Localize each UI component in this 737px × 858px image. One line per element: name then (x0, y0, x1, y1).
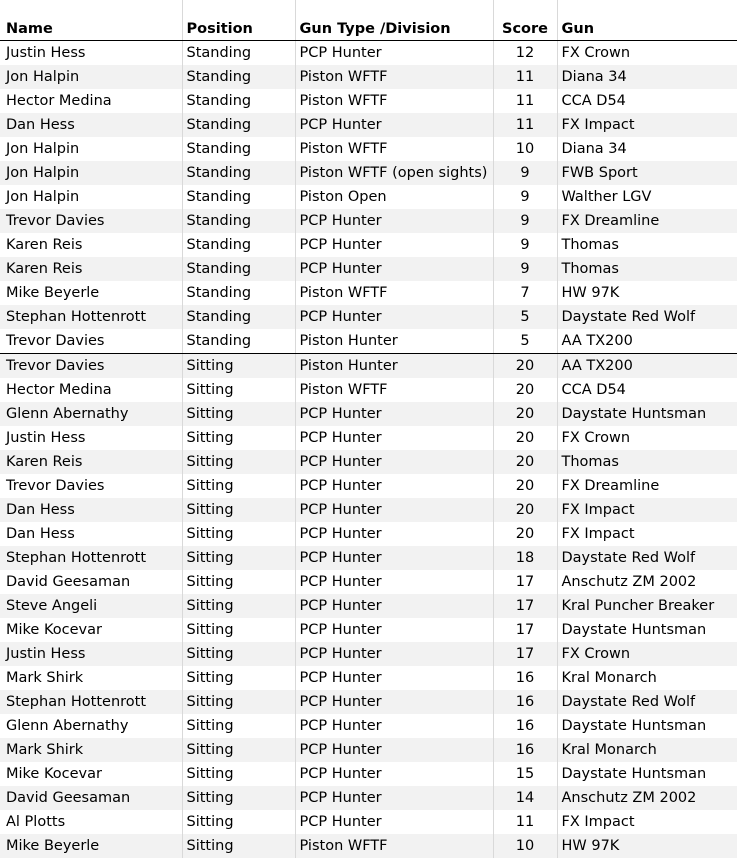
cell-gun-type[interactable]: PCP Hunter (295, 450, 493, 474)
cell-position[interactable]: Sitting (182, 690, 295, 714)
cell-name[interactable]: Karen Reis (0, 233, 182, 257)
table-row[interactable] (0, 546, 737, 570)
cell-name[interactable]: Hector Medina (0, 378, 182, 402)
cell-name[interactable]: Stephan Hottenrott (0, 305, 182, 329)
cell-gun-type[interactable]: PCP Hunter (295, 402, 493, 426)
cell-score[interactable]: 15 (493, 762, 557, 786)
cell-name[interactable]: Dan Hess (0, 522, 182, 546)
column-header-gun-type[interactable]: Gun Type /Division (295, 0, 493, 41)
cell-name[interactable]: David Geesaman (0, 786, 182, 810)
table-row[interactable] (0, 618, 737, 642)
table-row[interactable] (0, 65, 737, 89)
cell-score[interactable]: 12 (493, 41, 557, 66)
cell-gun[interactable]: FX Impact (557, 113, 737, 137)
cell-position[interactable]: Sitting (182, 522, 295, 546)
cell-gun[interactable]: FX Impact (557, 522, 737, 546)
cell-gun[interactable]: Thomas (557, 257, 737, 281)
cell-score[interactable]: 11 (493, 89, 557, 113)
cell-score[interactable]: 5 (493, 305, 557, 329)
cell-gun[interactable]: Diana 34 (557, 137, 737, 161)
table-row[interactable] (0, 570, 737, 594)
cell-gun-type[interactable]: PCP Hunter (295, 426, 493, 450)
cell-gun[interactable]: Walther LGV (557, 185, 737, 209)
cell-gun-type[interactable]: Piston Hunter (295, 329, 493, 354)
cell-name[interactable]: Jon Halpin (0, 137, 182, 161)
cell-position[interactable]: Sitting (182, 618, 295, 642)
cell-gun-type[interactable]: Piston WFTF (295, 137, 493, 161)
cell-position[interactable]: Sitting (182, 570, 295, 594)
cell-name[interactable]: Hector Medina (0, 89, 182, 113)
cell-gun-type[interactable]: PCP Hunter (295, 522, 493, 546)
cell-gun[interactable]: Daystate Red Wolf (557, 690, 737, 714)
table-row[interactable] (0, 594, 737, 618)
cell-score[interactable]: 20 (493, 498, 557, 522)
cell-name[interactable]: David Geesaman (0, 570, 182, 594)
cell-name[interactable]: Glenn Abernathy (0, 714, 182, 738)
cell-position[interactable]: Standing (182, 41, 295, 66)
cell-gun-type[interactable]: PCP Hunter (295, 594, 493, 618)
cell-position[interactable]: Standing (182, 305, 295, 329)
cell-score[interactable]: 20 (493, 402, 557, 426)
table-row[interactable] (0, 41, 737, 66)
cell-name[interactable]: Justin Hess (0, 41, 182, 66)
table-row[interactable] (0, 402, 737, 426)
cell-name[interactable]: Stephan Hottenrott (0, 546, 182, 570)
cell-name[interactable]: Mike Beyerle (0, 834, 182, 858)
column-header-position[interactable]: Position (182, 0, 295, 41)
cell-score[interactable]: 20 (493, 426, 557, 450)
cell-gun-type[interactable]: PCP Hunter (295, 209, 493, 233)
cell-position[interactable]: Sitting (182, 498, 295, 522)
cell-gun[interactable]: Anschutz ZM 2002 (557, 786, 737, 810)
table-row[interactable] (0, 137, 737, 161)
cell-position[interactable]: Sitting (182, 834, 295, 858)
cell-name[interactable]: Karen Reis (0, 450, 182, 474)
cell-position[interactable]: Standing (182, 113, 295, 137)
cell-score[interactable]: 16 (493, 666, 557, 690)
column-header-gun[interactable]: Gun (557, 0, 737, 41)
cell-position[interactable]: Sitting (182, 762, 295, 786)
cell-name[interactable]: Trevor Davies (0, 329, 182, 354)
table-row[interactable] (0, 690, 737, 714)
table-row[interactable] (0, 378, 737, 402)
cell-name[interactable]: Mike Kocevar (0, 618, 182, 642)
cell-score[interactable]: 9 (493, 233, 557, 257)
cell-position[interactable]: Standing (182, 161, 295, 185)
cell-position[interactable]: Sitting (182, 738, 295, 762)
cell-score[interactable]: 11 (493, 65, 557, 89)
cell-gun-type[interactable]: Piston WFTF (295, 834, 493, 858)
cell-gun[interactable]: Daystate Red Wolf (557, 546, 737, 570)
table-header (0, 0, 737, 41)
cell-gun-type[interactable]: Piston WFTF (295, 281, 493, 305)
cell-score[interactable]: 10 (493, 137, 557, 161)
cell-position[interactable]: Standing (182, 185, 295, 209)
cell-position[interactable]: Sitting (182, 546, 295, 570)
cell-position[interactable]: Sitting (182, 810, 295, 834)
cell-score[interactable]: 7 (493, 281, 557, 305)
cell-score[interactable]: 20 (493, 450, 557, 474)
cell-score[interactable]: 17 (493, 618, 557, 642)
cell-gun[interactable]: FWB Sport (557, 161, 737, 185)
table-row[interactable] (0, 738, 737, 762)
cell-gun[interactable]: FX Dreamline (557, 474, 737, 498)
cell-name[interactable]: Justin Hess (0, 642, 182, 666)
cell-gun-type[interactable]: PCP Hunter (295, 233, 493, 257)
table-row[interactable] (0, 161, 737, 185)
cell-score[interactable]: 5 (493, 329, 557, 354)
cell-position[interactable]: Sitting (182, 450, 295, 474)
table-row[interactable] (0, 786, 737, 810)
table-row[interactable] (0, 498, 737, 522)
cell-gun[interactable]: FX Impact (557, 498, 737, 522)
cell-gun[interactable]: Thomas (557, 450, 737, 474)
cell-name[interactable]: Steve Angeli (0, 594, 182, 618)
cell-gun-type[interactable]: Piston WFTF (295, 89, 493, 113)
cell-gun[interactable]: Kral Monarch (557, 666, 737, 690)
header-row (0, 0, 737, 41)
cell-gun-type[interactable]: PCP Hunter (295, 113, 493, 137)
cell-name[interactable]: Mike Kocevar (0, 762, 182, 786)
cell-gun[interactable]: Thomas (557, 233, 737, 257)
table-row[interactable] (0, 257, 737, 281)
cell-score[interactable]: 20 (493, 522, 557, 546)
cell-position[interactable]: Sitting (182, 666, 295, 690)
cell-gun-type[interactable]: PCP Hunter (295, 762, 493, 786)
cell-gun[interactable]: Daystate Huntsman (557, 618, 737, 642)
cell-gun[interactable]: Daystate Huntsman (557, 402, 737, 426)
cell-score[interactable]: 18 (493, 546, 557, 570)
cell-gun[interactable]: HW 97K (557, 834, 737, 858)
cell-gun[interactable]: Daystate Red Wolf (557, 305, 737, 329)
cell-gun[interactable]: Kral Puncher Breaker (557, 594, 737, 618)
column-header-score[interactable]: Score (493, 0, 557, 41)
cell-gun[interactable]: FX Crown (557, 41, 737, 66)
cell-position[interactable]: Standing (182, 137, 295, 161)
cell-gun-type[interactable]: Piston Open (295, 185, 493, 209)
cell-gun[interactable]: FX Crown (557, 426, 737, 450)
cell-name[interactable]: Jon Halpin (0, 161, 182, 185)
table-row[interactable] (0, 450, 737, 474)
cell-score[interactable]: 9 (493, 185, 557, 209)
table-body (0, 41, 737, 858)
cell-gun[interactable]: CCA D54 (557, 89, 737, 113)
cell-position[interactable]: Standing (182, 233, 295, 257)
cell-score[interactable]: 16 (493, 690, 557, 714)
cell-score[interactable]: 9 (493, 209, 557, 233)
table-row[interactable] (0, 281, 737, 305)
cell-position[interactable]: Sitting (182, 354, 295, 379)
table-row[interactable] (0, 666, 737, 690)
table-row[interactable] (0, 642, 737, 666)
table-row[interactable] (0, 233, 737, 257)
cell-name[interactable]: Mark Shirk (0, 738, 182, 762)
table-row[interactable] (0, 354, 737, 379)
cell-gun-type[interactable]: PCP Hunter (295, 714, 493, 738)
cell-score[interactable]: 16 (493, 714, 557, 738)
cell-gun-type[interactable]: PCP Hunter (295, 786, 493, 810)
cell-name[interactable]: Trevor Davies (0, 209, 182, 233)
cell-gun[interactable]: Anschutz ZM 2002 (557, 570, 737, 594)
cell-gun-type[interactable]: PCP Hunter (295, 41, 493, 66)
cell-score[interactable]: 20 (493, 354, 557, 379)
cell-position[interactable]: Standing (182, 329, 295, 354)
cell-gun-type[interactable]: PCP Hunter (295, 498, 493, 522)
table-row[interactable] (0, 474, 737, 498)
cell-score[interactable]: 20 (493, 378, 557, 402)
table-row[interactable] (0, 810, 737, 834)
cell-gun-type[interactable]: Piston WFTF (open sights) (295, 161, 493, 185)
cell-position[interactable]: Standing (182, 209, 295, 233)
table-row[interactable] (0, 209, 737, 233)
cell-gun[interactable]: HW 97K (557, 281, 737, 305)
cell-name[interactable]: Al Plotts (0, 810, 182, 834)
cell-name[interactable]: Mark Shirk (0, 666, 182, 690)
cell-score[interactable]: 17 (493, 570, 557, 594)
cell-score[interactable]: 11 (493, 810, 557, 834)
cell-gun-type[interactable]: PCP Hunter (295, 738, 493, 762)
cell-position[interactable]: Sitting (182, 474, 295, 498)
cell-position[interactable]: Standing (182, 89, 295, 113)
cell-position[interactable]: Sitting (182, 594, 295, 618)
cell-gun[interactable]: FX Crown (557, 642, 737, 666)
table-row[interactable] (0, 89, 737, 113)
cell-position[interactable]: Standing (182, 281, 295, 305)
cell-gun-type[interactable]: Piston WFTF (295, 65, 493, 89)
cell-gun[interactable]: AA TX200 (557, 354, 737, 379)
cell-name[interactable]: Karen Reis (0, 257, 182, 281)
cell-gun-type[interactable]: PCP Hunter (295, 474, 493, 498)
cell-gun[interactable]: Diana 34 (557, 65, 737, 89)
cell-gun[interactable]: Daystate Huntsman (557, 762, 737, 786)
cell-gun-type[interactable]: PCP Hunter (295, 690, 493, 714)
cell-name[interactable]: Stephan Hottenrott (0, 690, 182, 714)
table-row[interactable] (0, 522, 737, 546)
cell-score[interactable]: 17 (493, 594, 557, 618)
cell-score[interactable]: 11 (493, 113, 557, 137)
cell-gun-type[interactable]: PCP Hunter (295, 570, 493, 594)
table-row[interactable] (0, 305, 737, 329)
cell-name[interactable]: Mike Beyerle (0, 281, 182, 305)
cell-position[interactable]: Sitting (182, 642, 295, 666)
cell-position[interactable]: Standing (182, 65, 295, 89)
cell-name[interactable]: Jon Halpin (0, 185, 182, 209)
cell-score[interactable]: 9 (493, 257, 557, 281)
cell-position[interactable]: Sitting (182, 786, 295, 810)
cell-gun-type[interactable]: Piston WFTF (295, 378, 493, 402)
cell-name[interactable]: Glenn Abernathy (0, 402, 182, 426)
table-row[interactable] (0, 113, 737, 137)
cell-name[interactable]: Jon Halpin (0, 65, 182, 89)
table-row[interactable] (0, 762, 737, 786)
table-row[interactable] (0, 714, 737, 738)
cell-gun[interactable]: FX Dreamline (557, 209, 737, 233)
cell-gun-type[interactable]: PCP Hunter (295, 618, 493, 642)
table-row[interactable] (0, 426, 737, 450)
cell-position[interactable]: Sitting (182, 378, 295, 402)
table-row[interactable] (0, 834, 737, 858)
cell-position[interactable]: Standing (182, 257, 295, 281)
cell-name[interactable]: Trevor Davies (0, 474, 182, 498)
cell-gun[interactable]: FX Impact (557, 810, 737, 834)
cell-gun[interactable]: CCA D54 (557, 378, 737, 402)
cell-gun-type[interactable]: Piston Hunter (295, 354, 493, 379)
cell-gun[interactable]: AA TX200 (557, 329, 737, 354)
cell-score[interactable]: 14 (493, 786, 557, 810)
cell-name[interactable]: Dan Hess (0, 498, 182, 522)
cell-gun[interactable]: Daystate Huntsman (557, 714, 737, 738)
cell-gun-type[interactable]: PCP Hunter (295, 257, 493, 281)
cell-gun[interactable]: Kral Monarch (557, 738, 737, 762)
cell-score[interactable]: 10 (493, 834, 557, 858)
cell-gun-type[interactable]: PCP Hunter (295, 666, 493, 690)
cell-gun-type[interactable]: PCP Hunter (295, 546, 493, 570)
cell-name[interactable]: Dan Hess (0, 113, 182, 137)
cell-score[interactable]: 16 (493, 738, 557, 762)
column-header-name[interactable]: Name (0, 0, 182, 41)
cell-position[interactable]: Sitting (182, 426, 295, 450)
cell-gun-type[interactable]: PCP Hunter (295, 305, 493, 329)
cell-position[interactable]: Sitting (182, 402, 295, 426)
table-row[interactable] (0, 329, 737, 354)
cell-score[interactable]: 9 (493, 161, 557, 185)
table-row[interactable] (0, 185, 737, 209)
cell-name[interactable]: Justin Hess (0, 426, 182, 450)
cell-gun-type[interactable]: PCP Hunter (295, 642, 493, 666)
cell-position[interactable]: Sitting (182, 714, 295, 738)
cell-score[interactable]: 20 (493, 474, 557, 498)
cell-name[interactable]: Trevor Davies (0, 354, 182, 379)
cell-score[interactable]: 17 (493, 642, 557, 666)
cell-gun-type[interactable]: PCP Hunter (295, 810, 493, 834)
